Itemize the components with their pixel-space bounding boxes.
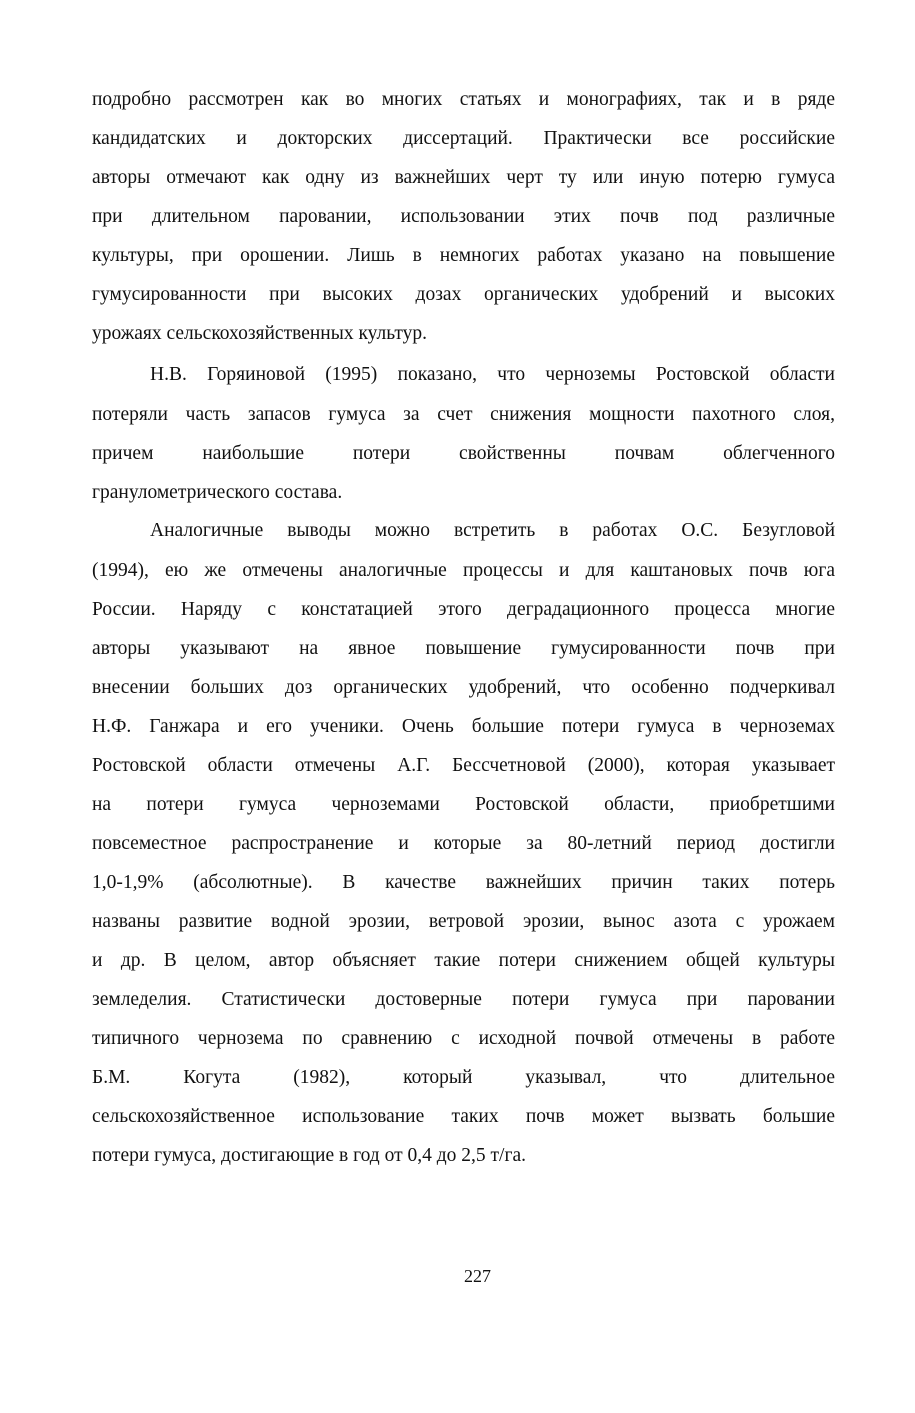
- paragraph-3-line-1: Аналогичные выводы можно встретить в работах О.С. Безугловой: [150, 520, 835, 541]
- paragraph-3-line-17: потери гумуса, достигающие в год от 0,4 до 2,5 т/га.: [92, 1145, 526, 1166]
- paragraph-1-line-7: урожаях сельскохозяйственных культур.: [92, 323, 428, 344]
- paragraph-3-line-15: Б.М. Когута (1982), который указывал, что длительное: [92, 1067, 835, 1088]
- paragraph-1-line-5: культуры, при орошении. Лишь в немногих работах указано на повышение: [92, 245, 835, 266]
- paragraph-1-line-1: подробно рассмотрен как во многих статьях и монографиях, так и в ряде: [92, 89, 835, 110]
- paragraph-3-line-5: внесении больших доз органических удобрений, что особенно подчеркивал: [92, 677, 835, 698]
- paragraph-3-line-4: авторы указывают на явное повышение гумусированности почв при: [92, 638, 835, 659]
- paragraph-3-line-6: Н.Ф. Ганжара и его ученики. Очень большие потери гумуса в черноземах: [92, 716, 835, 737]
- paragraph-3-line-11: названы развитие водной эрозии, ветровой эрозии, вынос азота с урожаем: [92, 911, 835, 932]
- paragraph-3-line-8: на потери гумуса черноземами Ростовской области, приобретшими: [92, 794, 835, 815]
- paragraph-3-line-13: земледелия. Статистически достоверные потери гумуса при паровании: [92, 989, 835, 1010]
- page-number: 227: [464, 1266, 491, 1286]
- paragraph-3-line-12: и др. В целом, автор объясняет такие потери снижением общей культуры: [92, 950, 835, 971]
- paragraph-3-line-2: (1994), ею же отмечены аналогичные процессы и для каштановых почв юга: [92, 560, 835, 581]
- paragraph-3-line-16: сельскохозяйственное использование таких почв может вызвать большие: [92, 1106, 835, 1127]
- paragraph-2-line-1: Н.В. Горяиновой (1995) показано, что черноземы Ростовской области: [150, 364, 835, 385]
- paragraph-3-line-10: 1,0-1,9% (абсолютные). В качестве важнейших причин таких потерь: [92, 872, 835, 893]
- paragraph-3-line-3: России. Наряду с констатацией этого деградационного процесса многие: [92, 599, 835, 620]
- paragraph-2-line-2: потеряли часть запасов гумуса за счет снижения мощности пахотного слоя,: [92, 404, 835, 425]
- paragraph-1-line-2: кандидатских и докторских диссертаций. Практически все российские: [92, 128, 835, 149]
- paragraph-1-line-6: гумусированности при высоких дозах органических удобрений и высоких: [92, 284, 835, 305]
- paragraph-3-line-14: типичного чернозема по сравнению с исходной почвой отмечены в работе: [92, 1028, 835, 1049]
- paragraph-1-line-4: при длительном паровании, использовании этих почв под различные: [92, 206, 835, 227]
- paragraph-2-line-4: гранулометрического состава.: [92, 482, 343, 503]
- paragraph-3-line-7: Ростовской области отмечены А.Г. Бессчетновой (2000), которая указывает: [92, 755, 835, 776]
- paragraph-3-line-9: повсеместное распространение и которые за 80-летний период достигли: [92, 833, 835, 854]
- paragraph-1-line-3: авторы отмечают как одну из важнейших черт ту или иную потерю гумуса: [92, 167, 835, 188]
- paragraph-2-line-3: причем наибольшие потери свойственны почвам облегченного: [92, 443, 835, 464]
